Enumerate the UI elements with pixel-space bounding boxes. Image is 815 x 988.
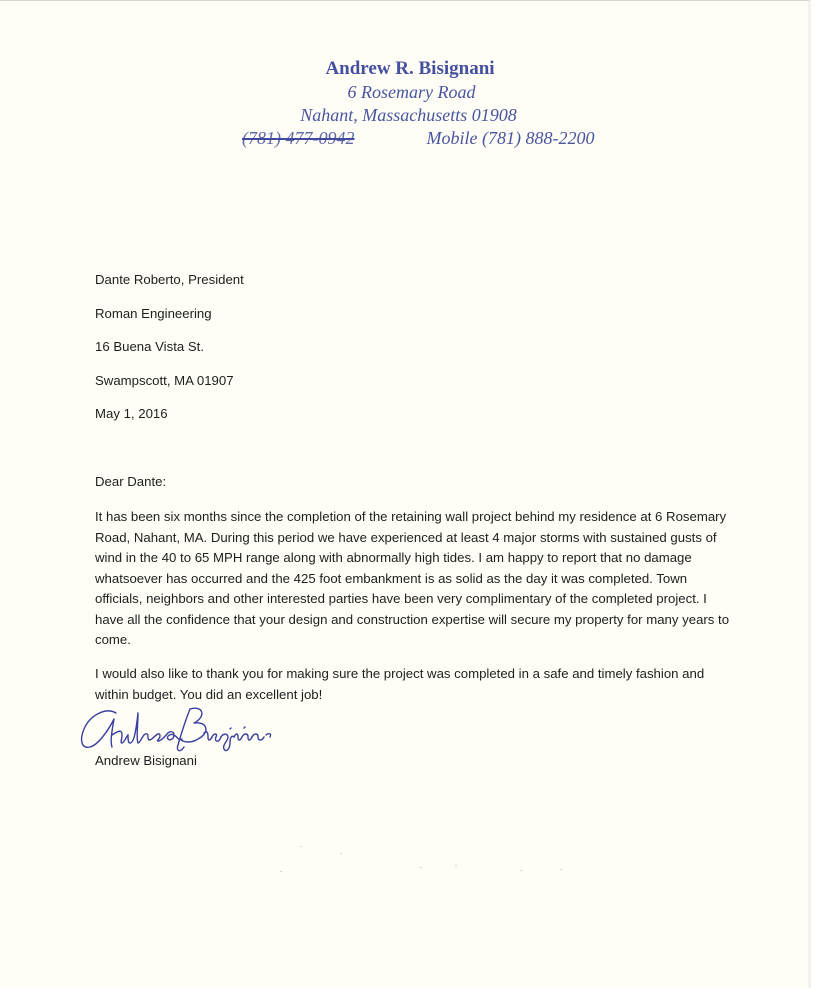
- recipient-street: 16 Buena Vista St.: [95, 339, 204, 354]
- letter-date: May 1, 2016: [95, 406, 168, 421]
- recipient-company: Roman Engineering: [95, 306, 212, 321]
- salutation: Dear Dante:: [95, 474, 167, 489]
- scan-speck: [560, 869, 562, 870]
- signature-typed-name: Andrew Bisignani: [95, 753, 197, 768]
- body-paragraph-1: It has been six months since the completion of the retaining wall project behind my residence at 6 Rosemary Road, Nahant, MA. During this period we have experienced at least 4 major storms with sustained gusts of wind in the 40 to 65 MPH range along with abnormally high tides. I am happy to report that no damage whatsoever has occurred and the 425 foot embankment is as solid as the day it was completed. Town officials, neighbors and other interested parties have been very complimentary of the completed project. I have all the confidence that your design and construction expertise will secure my property for many years to come.: [95, 509, 730, 647]
- letterhead-phone-crossed-out: (781) 477-0942: [242, 128, 355, 148]
- letterhead: [0, 57, 815, 148]
- scan-speck: [300, 846, 302, 847]
- body-paragraph-2: I would also like to thank you for making sure the project was completed in a safe and timely fashion and within budget. You did an excellent job!: [95, 666, 705, 702]
- letterhead-phones: [242, 127, 642, 150]
- scan-speck: [420, 867, 422, 868]
- scan-speck: [455, 865, 457, 866]
- letterhead-city: Nahant, Massachusetts 01908: [300, 105, 517, 125]
- scan-speck: [520, 870, 522, 871]
- recipient-city: Swampscott, MA 01907: [95, 373, 234, 388]
- letterhead-phone-mobile: Mobile (781) 888-2200: [426, 128, 595, 148]
- letterhead-street: 6 Rosemary Road: [347, 82, 476, 102]
- recipient-name-title: Dante Roberto, President: [95, 272, 244, 287]
- scan-speck: [340, 853, 342, 854]
- letterhead-name: Andrew R. Bisignani: [325, 58, 495, 79]
- scan-speck: [280, 871, 282, 872]
